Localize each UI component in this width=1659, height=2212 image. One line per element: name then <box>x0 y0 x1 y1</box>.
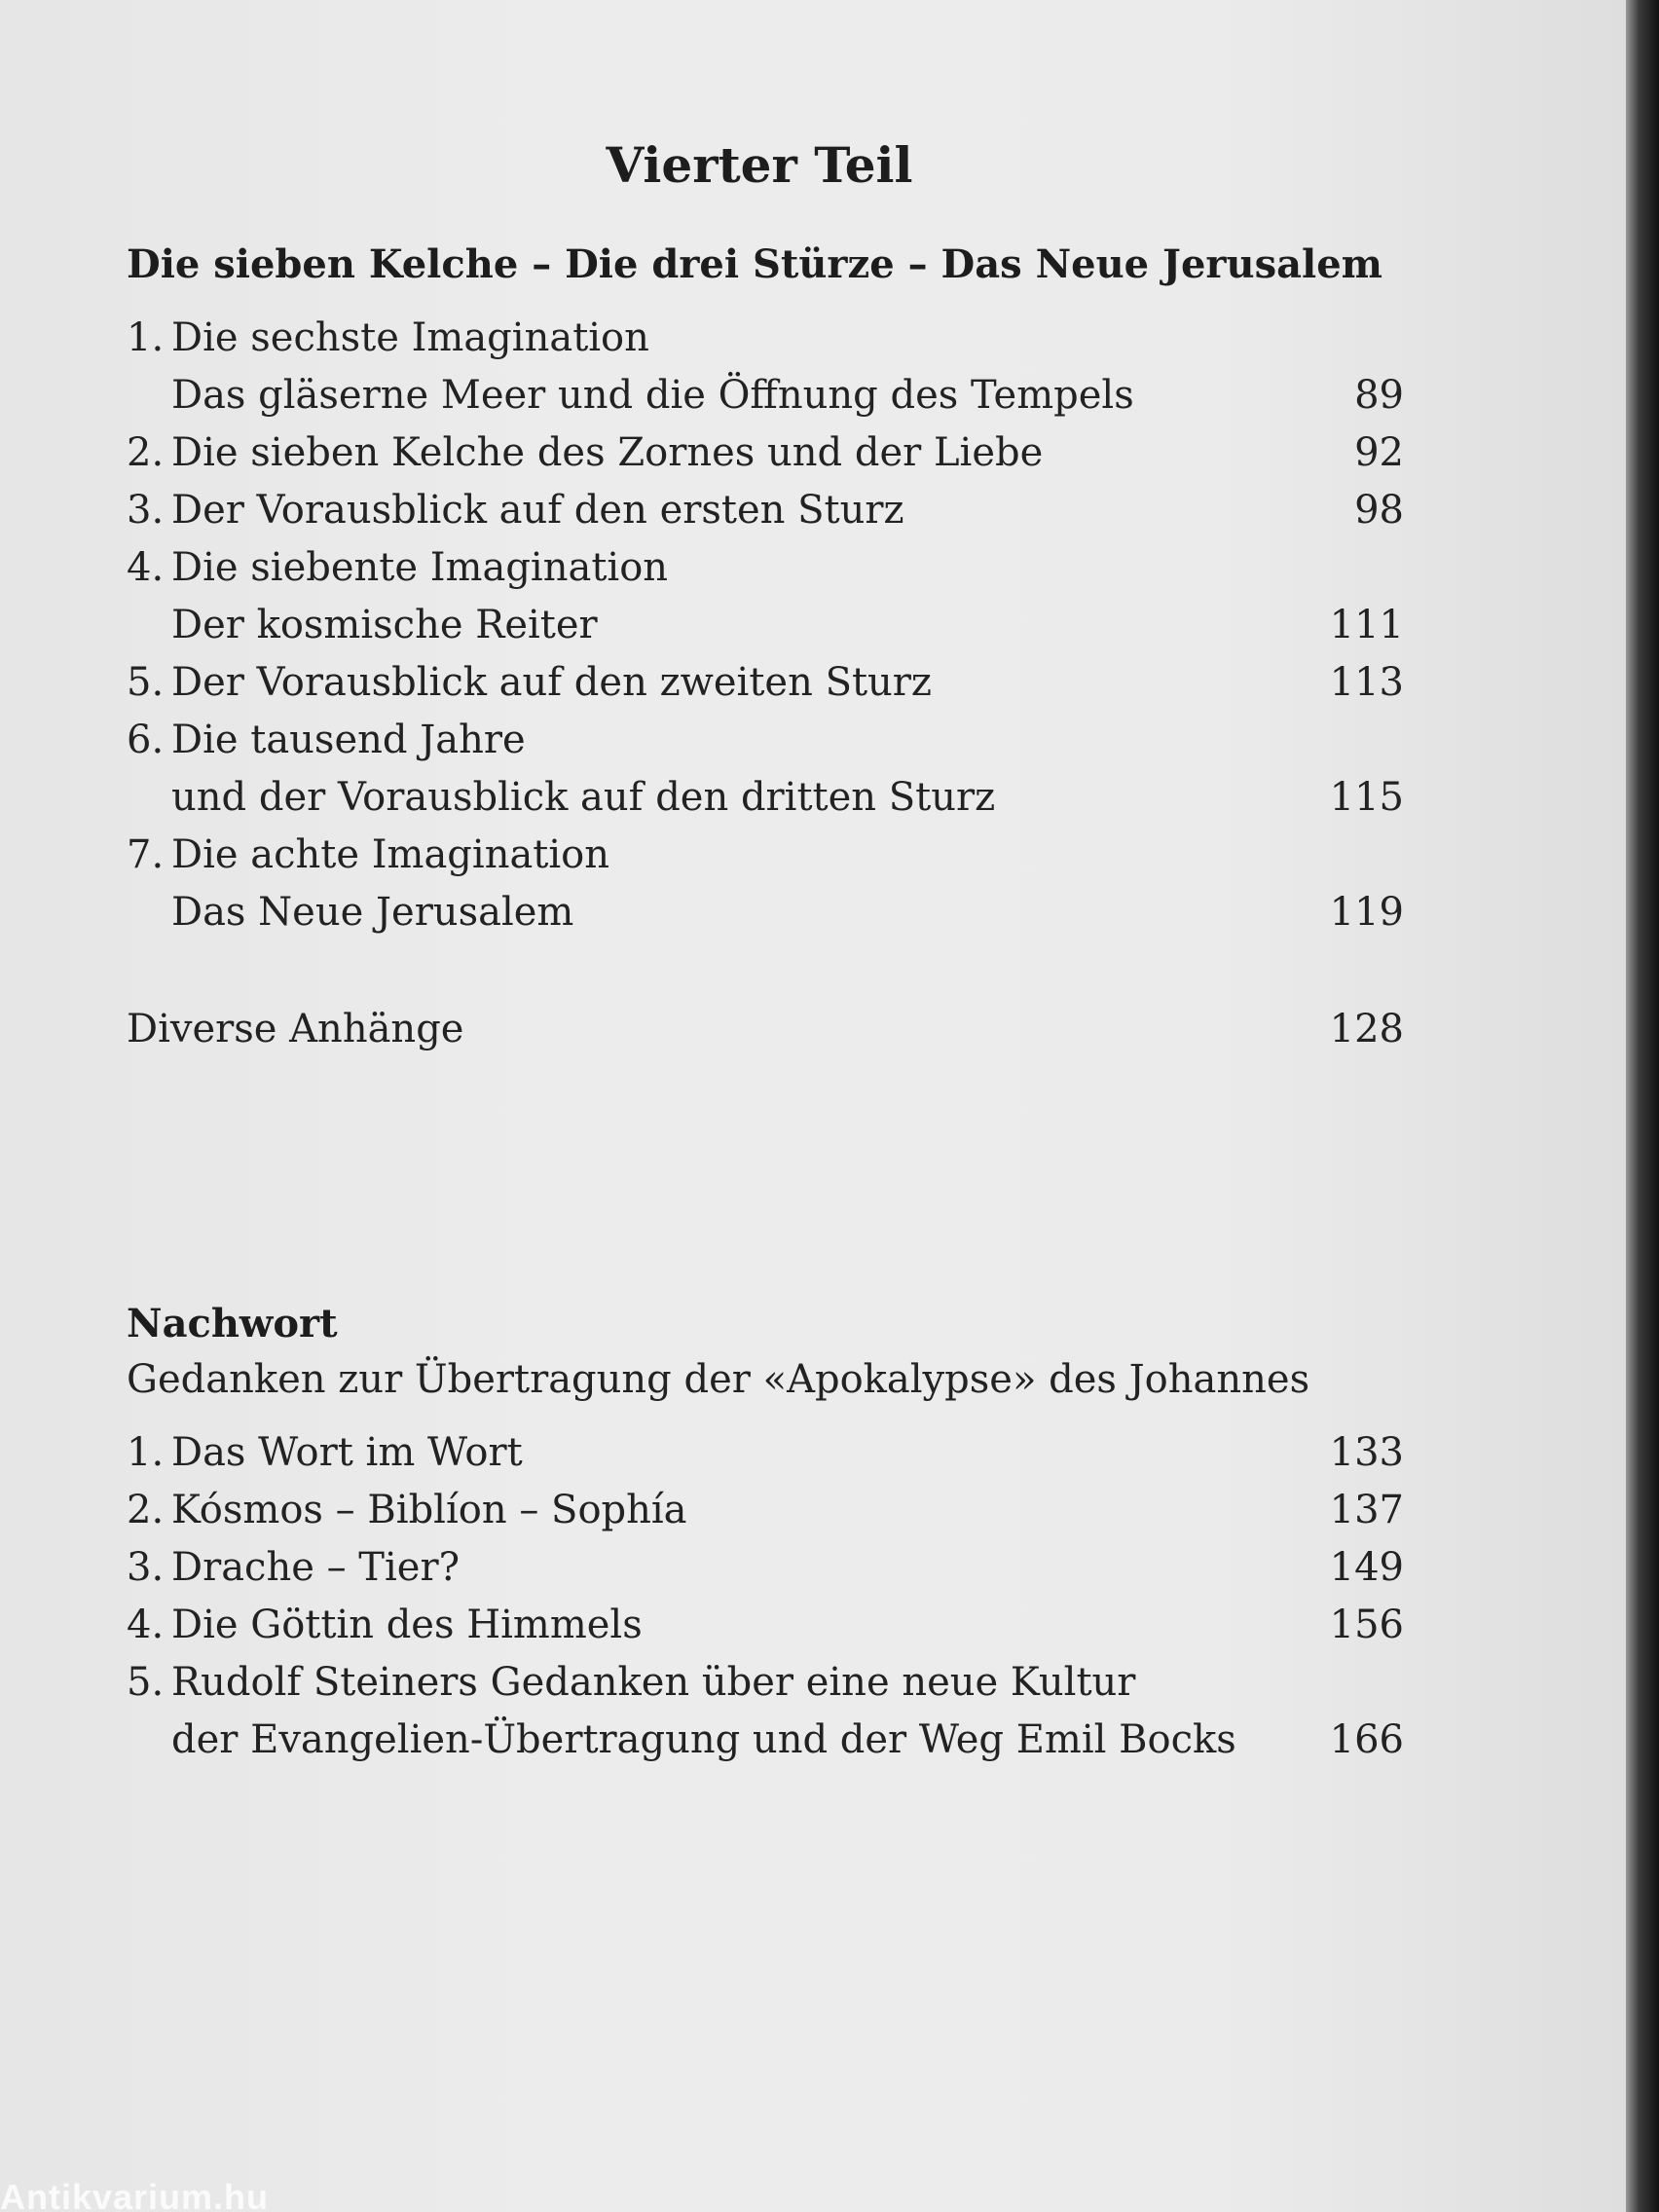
toc-number: 1. <box>127 315 165 360</box>
toc-title: der Evangelien-Übertragung und der Weg Emil Bocks <box>171 1717 1236 1762</box>
toc-line <box>127 712 1404 768</box>
toc-title: Das Wort im Wort <box>171 1430 523 1475</box>
toc-page: 156 <box>1329 1603 1404 1647</box>
toc-title: Die sieben Kelche des Zornes und der Liebe <box>171 430 1044 475</box>
toc-page: 115 <box>1329 775 1404 820</box>
toc-line <box>127 424 1404 481</box>
toc-number: 1. <box>127 1430 165 1475</box>
toc-line <box>127 654 1404 711</box>
toc-page: 119 <box>1329 890 1404 935</box>
afterword-heading: Nachwort <box>127 1301 338 1346</box>
toc-line <box>127 1597 1404 1653</box>
toc-line <box>127 1712 1404 1768</box>
toc-title: Diverse Anhänge <box>127 1007 464 1051</box>
toc-title: Kósmos – Biblíon – Sophía <box>171 1488 687 1532</box>
toc-line <box>127 539 1404 596</box>
toc-number: 4. <box>127 1603 165 1647</box>
toc-number: 3. <box>127 1545 165 1590</box>
toc-title: Gedanken zur Übertragung der «Apokalypse» des Johannes <box>127 1357 1310 1402</box>
toc-number: 2. <box>127 430 165 475</box>
toc-line <box>127 1539 1404 1596</box>
toc-title: Die sechste Imagination <box>171 315 649 360</box>
afterword-subtitle <box>127 1351 1404 1408</box>
toc-title: Drache – Tier? <box>171 1545 461 1590</box>
toc-title: Die achte Imagination <box>171 832 610 877</box>
watermark: Antikvarium.hu <box>0 2177 270 2212</box>
toc-title: Rudolf Steiners Gedanken über eine neue Kultur <box>171 1660 1136 1705</box>
toc-line <box>127 597 1404 653</box>
toc-number: 5. <box>127 660 165 705</box>
toc-number: 3. <box>127 488 165 533</box>
toc-number: 2. <box>127 1488 165 1532</box>
toc-page: 133 <box>1329 1430 1404 1475</box>
toc-title: Das Neue Jerusalem <box>171 890 574 935</box>
toc-page: 89 <box>1354 373 1404 418</box>
toc-page: 166 <box>1329 1717 1404 1762</box>
toc-line <box>127 482 1404 538</box>
toc-number: 5. <box>127 1660 165 1705</box>
toc-line <box>127 1482 1404 1538</box>
toc-line <box>127 1654 1404 1711</box>
toc-line <box>127 769 1404 826</box>
toc-number: 7. <box>127 832 165 877</box>
toc-page: 98 <box>1354 488 1404 533</box>
toc-page: 137 <box>1329 1488 1404 1532</box>
toc-number: 4. <box>127 545 165 590</box>
toc-page: 149 <box>1329 1545 1404 1590</box>
toc-page: 111 <box>1329 603 1404 647</box>
toc-line <box>127 1424 1404 1481</box>
toc-page: 128 <box>1329 1007 1404 1051</box>
toc-line <box>127 884 1404 940</box>
toc-page: 113 <box>1329 660 1404 705</box>
part-title: Vierter Teil <box>606 136 913 194</box>
section-title: Die sieben Kelche – Die drei Stürze – Das Neue Jerusalem <box>127 241 1382 287</box>
toc-title: Der Vorausblick auf den zweiten Sturz <box>171 660 932 705</box>
toc-title: Der Vorausblick auf den ersten Sturz <box>171 488 904 533</box>
toc-title: Das gläserne Meer und die Öffnung des Tempels <box>171 373 1134 418</box>
toc-title: Die Göttin des Himmels <box>171 1603 643 1647</box>
toc-line <box>127 310 1404 366</box>
toc-line <box>127 367 1404 424</box>
toc-title: Die siebente Imagination <box>171 545 669 590</box>
book-spine-shadow <box>1626 0 1659 2212</box>
toc-appendix <box>127 1001 1404 1057</box>
toc-title: Die tausend Jahre <box>171 718 526 762</box>
toc-page: 92 <box>1354 430 1404 475</box>
toc-title: Der kosmische Reiter <box>171 603 598 647</box>
toc-line <box>127 827 1404 883</box>
toc-number: 6. <box>127 718 165 762</box>
toc-title: und der Vorausblick auf den dritten Sturz <box>171 775 996 820</box>
